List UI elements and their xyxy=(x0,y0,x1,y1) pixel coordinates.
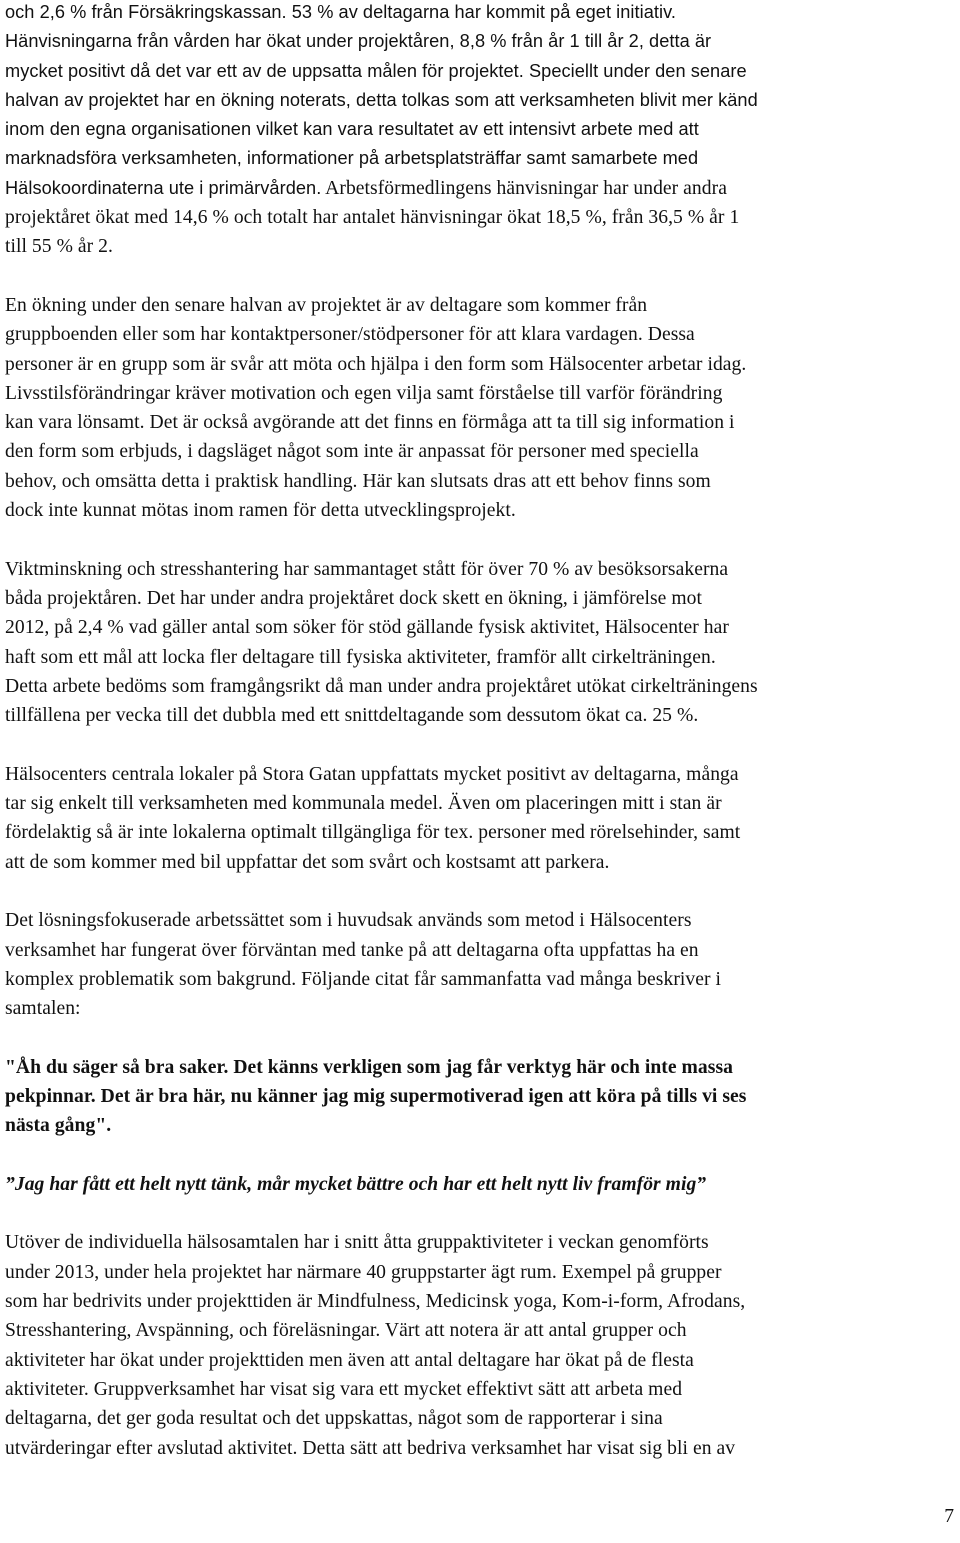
document-page xyxy=(5,0,957,1463)
text-line: båda projektåren. Det har under andra projektåret dock skett en ökning, i jämförelse mot xyxy=(5,587,703,609)
paragraph-gap xyxy=(5,1023,957,1052)
text-line: halvan av projektet har en ökning noterats, detta tolkas som att verksamheten blivit mer känd xyxy=(5,89,758,110)
text-line: pekpinnar. Det är bra här, nu känner jag mig supermotiverad igen att köra på tills vi ses xyxy=(5,1085,747,1107)
text-line: komplex problematik som bakgrund. Följande citat får sammanfatta vad många beskriver i xyxy=(5,968,721,990)
text-line: "Åh du säger så bra saker. Det känns verkligen som jag får verktyg här och inte massa xyxy=(5,1056,733,1078)
text-line xyxy=(5,57,957,86)
quote-participant-2 xyxy=(5,1170,957,1199)
text-line: kan vara lönsamt. Det är också avgörande att det finns en förmåga att ta till sig information i xyxy=(5,412,735,434)
text-line: Detta arbete bedöms som framgångsrikt då man under andra projektåret utökat cirkelträningens xyxy=(5,675,758,697)
text-line: dock inte kunnat mötas inom ramen för detta utvecklingsprojekt. xyxy=(5,500,516,522)
text-line: till 55 % år 2. xyxy=(5,236,113,258)
text-span: Hälsokoordinaterna ute i primärvården. xyxy=(5,177,322,198)
text-line: som har bedrivits under projekttiden är Mindfulness, Medicinsk yoga, Kom-i-form, Afrodans, xyxy=(5,1291,746,1313)
text-line: aktiviteter har ökat under projekttiden men även att antal deltagare har ökat på de flesta xyxy=(5,1349,694,1371)
text-line: Hälsocenters centrala lokaler på Stora Gatan uppfattats mycket positivt av deltagarna, många xyxy=(5,763,739,785)
paragraph-group-homes xyxy=(5,291,957,525)
text-span: mycket positivt då det var ett av de uppsatta målen för projektet. xyxy=(5,60,524,81)
paragraph-gap xyxy=(5,877,957,906)
text-line: samtalen: xyxy=(5,998,81,1020)
text-line: utvärderingar efter avslutad aktivitet. Detta sätt att bedriva verksamhet har visat sig bli en av xyxy=(5,1437,736,1459)
text-line: Viktminskning och stresshantering har sammantaget stått för över 70 % av besöksorsakerna xyxy=(5,558,729,580)
paragraph-gap xyxy=(5,525,957,554)
text-line: projektåret ökat med 14,6 % och totalt har antalet hänvisningar ökat 18,5 %, från 36,5 % år 1 xyxy=(5,207,740,229)
text-line: att de som kommer med bil uppfattar det som svårt och kostsamt att parkera. xyxy=(5,851,610,873)
text-line: ”Jag har fått ett helt nytt tänk, mår mycket bättre och har ett helt nytt liv framför mig” xyxy=(5,1173,707,1195)
text-line: under 2013, under hela projektet har närmare 40 gruppstarter ägt rum. Exempel på grupper xyxy=(5,1261,722,1283)
text-line: deltagarna, det ger goda resultat och det uppskattas, något som de rapporterar i sina xyxy=(5,1408,663,1430)
text-line xyxy=(5,174,957,203)
text-line: tar sig enkelt till verksamheten med kommunala medel. Även om placeringen mitt i stan är xyxy=(5,793,722,815)
paragraph-group-activities xyxy=(5,1228,957,1462)
text-span: Arbetsförmedlingens hänvisningar har under andra xyxy=(321,177,727,199)
text-span: Speciellt under den senare xyxy=(523,60,747,81)
text-line: Utöver de individuella hälsosamtalen har i snitt åtta gruppaktiviteter i veckan genomförts xyxy=(5,1232,709,1254)
text-line: nästa gång". xyxy=(5,1115,112,1137)
paragraph-gap xyxy=(5,1141,957,1170)
text-line: Hänvisningarna från vården har ökat under projektåren, 8,8 % från år 1 till år 2, detta är xyxy=(5,31,712,52)
text-line: den form som erbjuds, i dagsläget något som inte är anpassat för personer med speciella xyxy=(5,441,699,463)
paragraph-premises xyxy=(5,760,957,877)
text-line: behov, och omsätta detta i praktisk handling. Här kan slutsats dras att ett behov finns som xyxy=(5,470,711,492)
text-line: gruppboenden eller som har kontaktpersoner/stödpersoner för att klara vardagen. Dessa xyxy=(5,324,695,346)
text-line: aktiviteter. Gruppverksamhet har visat sig vara ett mycket effektivt sätt att arbeta med xyxy=(5,1378,683,1400)
text-line: verksamhet har fungerat över förväntan med tanke på att deltagarna ofta uppfattas ha en xyxy=(5,939,699,961)
quote-participant-1 xyxy=(5,1053,957,1141)
text-line: Det lösningsfokuserade arbetssättet som i huvudsak används som metod i Hälsocenters xyxy=(5,910,692,932)
text-line: marknadsföra verksamheten, informationer på arbetsplatsträffar samt samarbete med xyxy=(5,148,699,169)
paragraph-gap xyxy=(5,730,957,759)
text-line: Livsstilsförändringar kräver motivation och egen vilja samt förståelse till varför förändring xyxy=(5,382,723,404)
paragraph-weight-stress xyxy=(5,555,957,731)
text-line: och 2,6 % från Försäkringskassan. 53 % av deltagarna har kommit på eget initiativ. xyxy=(5,2,676,22)
paragraph-gap xyxy=(5,262,957,291)
text-line: Stresshantering, Avspänning, och föreläsningar. Värt att notera är att antal grupper och xyxy=(5,1320,687,1342)
text-line: inom den egna organisationen vilket kan vara resultatet av ett intensivt arbete med att xyxy=(5,119,699,140)
text-line: personer är en grupp som är svår att möta och hjälpa i den form som Hälsocenter arbetar idag. xyxy=(5,353,747,375)
page-number: 7 xyxy=(944,1506,954,1527)
paragraph-referrals xyxy=(5,0,957,262)
text-line: En ökning under den senare halvan av projektet är av deltagare som kommer från xyxy=(5,294,648,316)
paragraph-gap xyxy=(5,1199,957,1228)
text-line: fördelaktig så är inte lokalerna optimalt tillgängliga för tex. personer med rörelsehinder, samt xyxy=(5,822,741,844)
text-line: 2012, på 2,4 % vad gäller antal som söker för stöd gällande fysisk aktivitet, Hälsocenter har xyxy=(5,617,729,639)
text-line: haft som ett mål att locka fler deltagare till fysiska aktiviteter, framför allt cirkelträningen. xyxy=(5,646,716,668)
paragraph-solution-focused xyxy=(5,906,957,1023)
text-line: tillfällena per vecka till det dubbla med ett snittdeltagande som dessutom ökat ca. 25 %. xyxy=(5,705,699,727)
